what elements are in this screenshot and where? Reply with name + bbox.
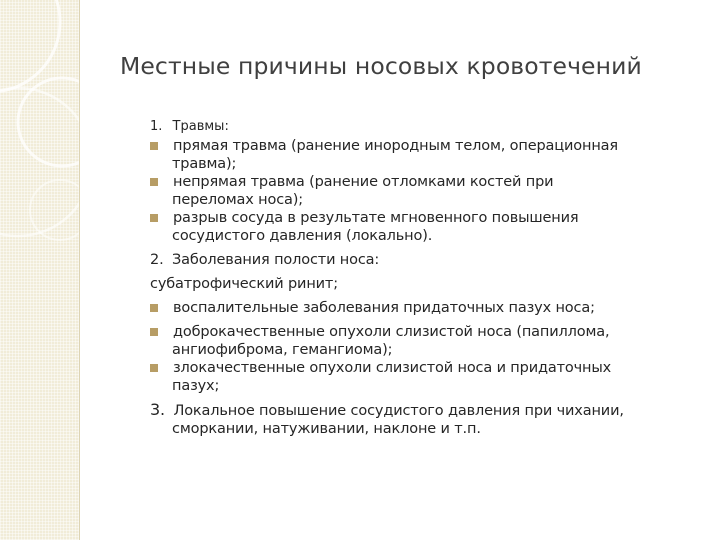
list-item <box>150 173 710 209</box>
section-2-intro: субатрофический ринит; <box>150 276 338 292</box>
slide-content <box>150 117 710 438</box>
section-3-text-continued: сморкании, натуживании, наклоне и т.п. <box>172 421 481 437</box>
list-item-text: прямая травма (ранение инородным телом, операционная <box>173 138 618 154</box>
list-item-text-continued: ангиофиброма, гемангиома); <box>172 342 393 358</box>
list-item-text: воспалительные заболевания придаточных пазух носа; <box>173 300 595 316</box>
section-2-heading <box>150 251 710 269</box>
list-item <box>150 299 710 317</box>
section-2-label: Заболевания полости носа: <box>172 252 380 268</box>
section-1-label: Травмы: <box>172 119 229 134</box>
list-item <box>150 323 710 359</box>
bullet-square-icon <box>150 214 158 222</box>
list-item-text: доброкачественные опухоли слизистой носа (папиллома, <box>173 324 610 340</box>
section-3-number: 3. <box>150 400 165 419</box>
list-item-text-continued: переломах носа); <box>172 192 304 208</box>
decorative-swirl <box>0 0 79 540</box>
list-item-text-continued: пазух; <box>172 378 220 394</box>
slide-title: Местные причины носовых кровотечений <box>120 52 642 80</box>
decorative-side-panel <box>0 0 79 540</box>
list-item-text: разрыв сосуда в результате мгновенного повышения <box>173 210 579 226</box>
list-item-text: непрямая травма (ранение отломками костей при <box>173 174 554 190</box>
section-1-heading <box>150 117 710 137</box>
list-item <box>150 359 710 395</box>
bullet-square-icon <box>150 178 158 186</box>
bullet-square-icon <box>150 142 158 150</box>
list-item <box>150 209 710 245</box>
side-panel-divider <box>79 0 80 540</box>
bullet-square-icon <box>150 328 158 336</box>
list-item-text-continued: травма); <box>172 156 237 172</box>
bullet-square-icon <box>150 364 158 372</box>
section-3 <box>150 401 710 438</box>
section-2-number: 2. <box>150 252 164 268</box>
list-item <box>150 137 710 173</box>
section-1-number: 1. <box>150 119 163 134</box>
section-3-text: Локальное повышение сосудистого давления при чихании, <box>173 403 624 419</box>
bullet-square-icon <box>150 304 158 312</box>
list-item-text-continued: сосудистого давления (локально). <box>172 228 433 244</box>
list-item-text: злокачественные опухоли слизистой носа и придаточных <box>173 360 612 376</box>
